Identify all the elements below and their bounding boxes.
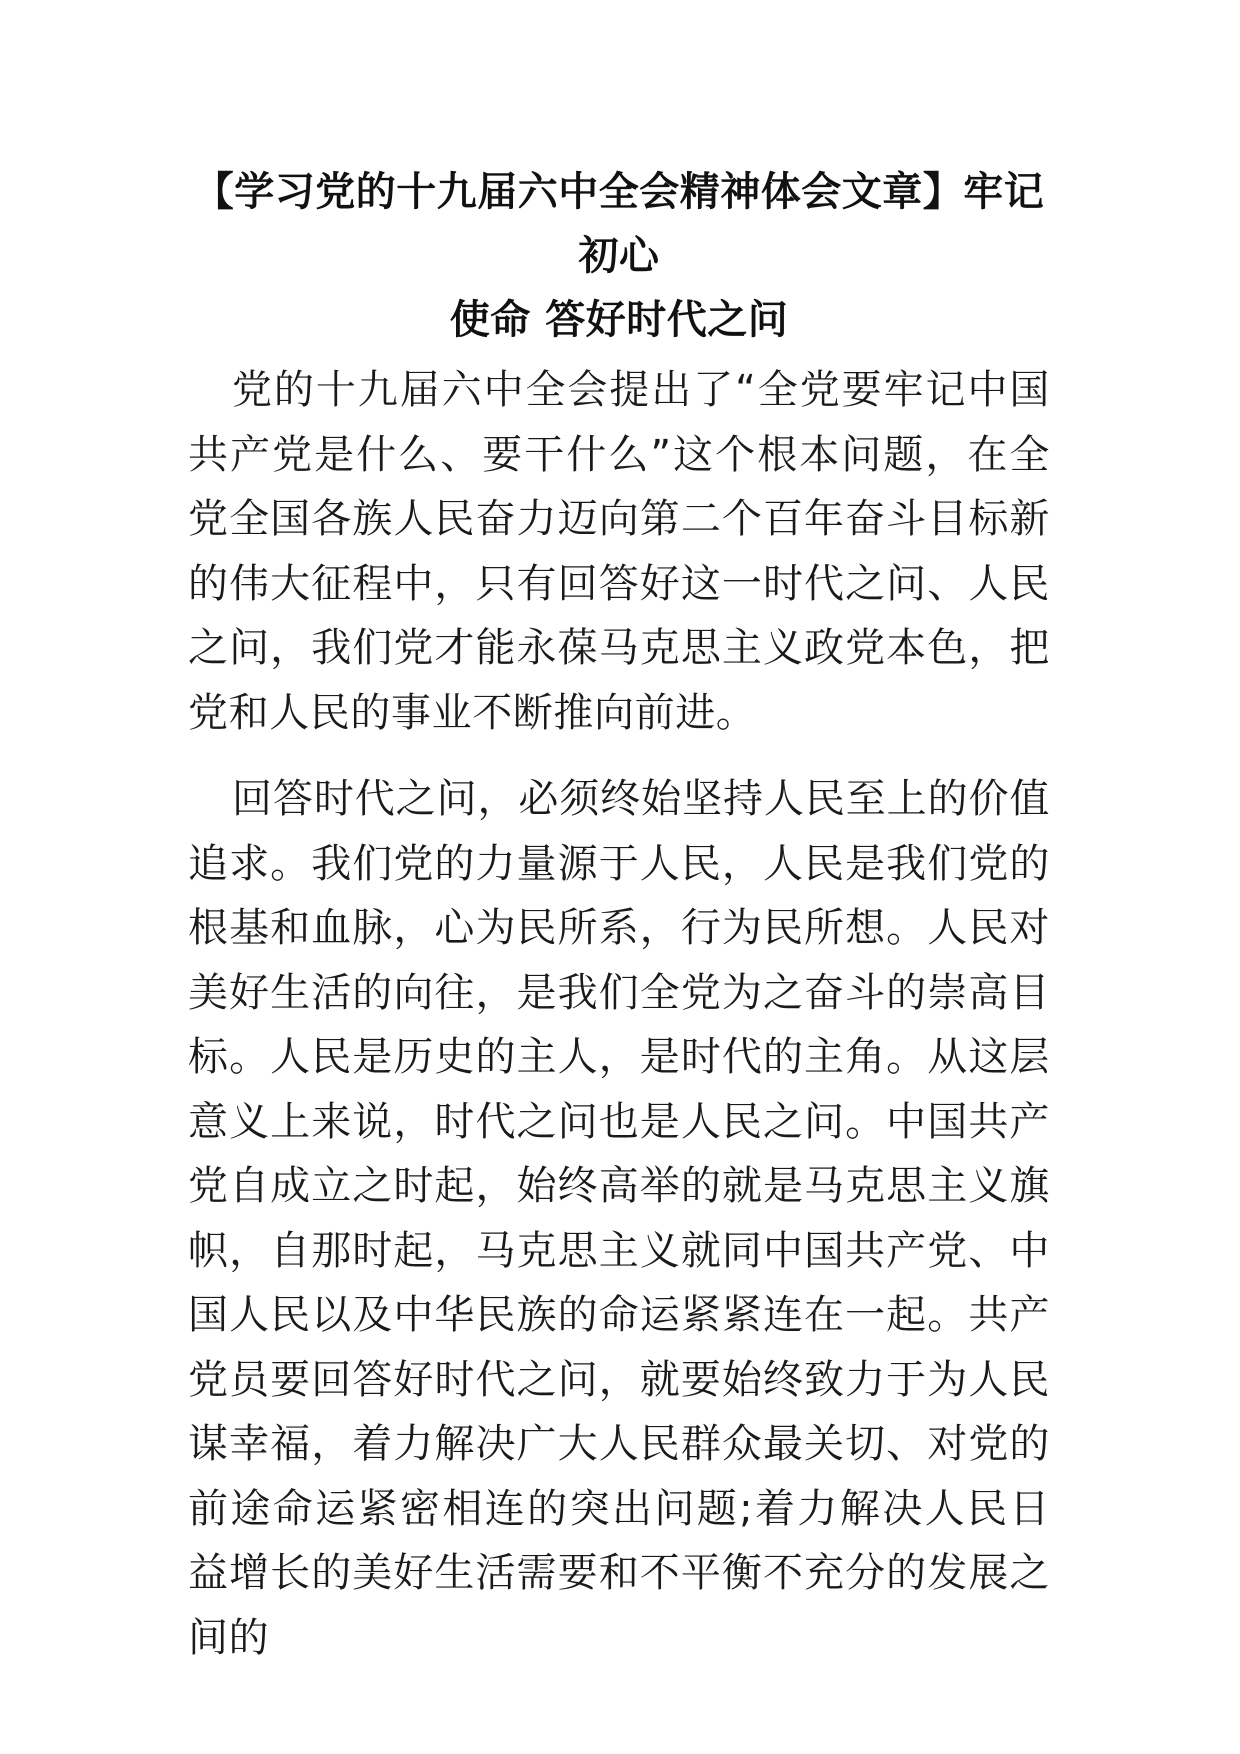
document-page — [188, 160, 1050, 1670]
paragraph-2: 回答时代之问，必须终始坚持人民至上的价值追求。我们党的力量源于人民，人民是我们党的根基和血脉，心为民所系，行为民所想。人民对美好生活的向往，是我们全党为之奋斗的崇高目标。人民是历史的主人，是时代的主角。从这层意义上来说，时代之问也是人民之问。中国共产党自成立之时起，始终高举的就是马克思主义旗帜，自那时起，马克思主义就同中国共产党、中国人民以及中华民族的命运紧紧连在一起。共产党员要回答好时代之问，就要始终致力于为人民谋幸福，着力解决广大人民群众最关切、对党的前途命运紧密相连的突出问题;着力解决人民日益增长的美好生活需要和不平衡不充分的发展之间的 — [188, 776, 1050, 1661]
document-title — [188, 160, 1050, 352]
title-line-2: 使命 答好时代之问 — [449, 297, 789, 343]
paragraph-1: 党的十九届六中全会提出了“全党要牢记中国共产党是什么、要干什么”这个根本问题，在全党全国各族人民奋力迈向第二个百年奋斗目标新的伟大征程中，只有回答好这一时代之问、人民之问，我们党才能永葆马克思主义政党本色，把党和人民的事业不断推向前进。 — [188, 367, 1050, 736]
title-line-1: 【学习党的十九届六中全会精神体会文章】牢记初心 — [193, 169, 1045, 279]
